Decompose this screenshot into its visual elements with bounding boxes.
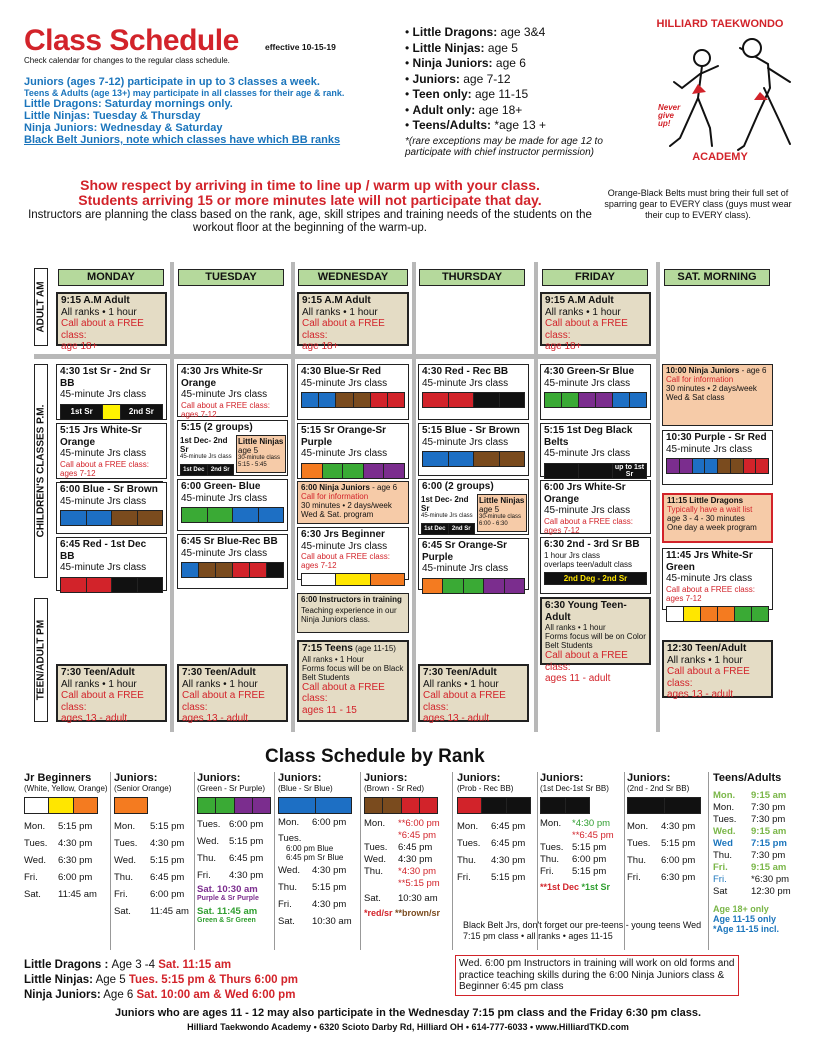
- class-wednesday-teens[interactable]: 7:15 Teens (age 11-15) All ranks • 1 Hour Forms focus will be on Black Belt Students Call about a FREE class: ages 11 - 15: [297, 640, 409, 722]
- belt-swatch: 1st Dec 2nd Sr: [421, 523, 475, 535]
- intro-line: Juniors (ages 7-12) participate in up to 3 classes a week.: [24, 76, 320, 88]
- rank-schedule-title: Class Schedule by Rank: [265, 746, 485, 767]
- belt-swatch: [540, 797, 590, 814]
- age-list: [405, 25, 645, 158]
- day-header-wednesday: WEDNESDAY: [298, 269, 408, 286]
- divider: [412, 262, 416, 732]
- belt-swatch: [197, 797, 271, 814]
- age-item: • Little Ninjas: age 5: [405, 40, 518, 55]
- belt-swatch: [422, 578, 525, 594]
- little-dragons-line: Little Dragons : Age 3 -4 Sat. 11:15 am: [24, 959, 232, 971]
- divider: [291, 262, 295, 732]
- rank-col-green-purple: Juniors: (Green - Sr Purple) Tues. 6:00 pm Wed. 5:15 pm Thu. 6:45 pm Fri. 4:30 pm Sat. 10:30 am Purple & Sr Purple Sat. 11:45 am Green & Sr Green: [197, 772, 277, 924]
- rank-col-prob-rec: Juniors: (Prob - Rec BB) Mon. 6:45 pm Tues. 6:45 pm Thu. 4:30 pm Fri. 5:15 pm: [457, 772, 537, 886]
- academy-logo: [640, 18, 800, 168]
- juniors-age-note: Juniors who are ages 11 - 12 may also participate in the Wednesday 7:15 pm class and the Friday 6:30 pm class.: [114, 1007, 702, 1019]
- class-monday-600[interactable]: 6:00 Blue - Sr Brown 45-minute Jrs class: [56, 482, 167, 534]
- belt-swatch: [181, 507, 284, 523]
- side-label-children: CHILDREN'S CLASSES P.M.: [34, 364, 48, 578]
- belt-swatch: [24, 797, 98, 814]
- class-wednesday-ninja[interactable]: 6:00 Ninja Juniors - age 6 Call for information 30 minutes • 2 days/week Wed & Sat. program: [297, 481, 409, 524]
- class-tuesday-515[interactable]: 5:15 (2 groups) 1st Dec- 2nd Sr 45-minute Jrs class 1st Dec 2nd Sr Little Ninjas age 5 30-minute class 5:15 - 5:45: [177, 420, 288, 476]
- logo-slogan: Never give up!: [658, 103, 681, 128]
- age-item: • Juniors: age 7-12: [405, 71, 511, 86]
- intro-line: Little Ninjas: Tuesday & Thursday: [24, 110, 201, 122]
- age-item: • Teens/Adults: *age 13 +: [405, 118, 547, 132]
- day-header-saturday: SAT. MORNING: [664, 269, 770, 286]
- rank-col-2nd-bb: Juniors: (2nd - 2nd Sr BB) Mon. 4:30 pm Tues. 5:15 pm Thu. 6:00 pm Fri. 6:30 pm: [627, 772, 707, 886]
- rank-col-teens-adults: Teens/Adults Mon. 9:15 am Mon. 7:30 pm Tues. 7:30 pm Wed. 9:15 am Wed 7:15 pm Thu. 7:30 pm Fri. 9:15 am Fri. *6:30 pm Sat 12:30 pm Age 18+ only Age 11-15 only *Age 11-15 incl.: [713, 772, 791, 934]
- class-wednesday-am[interactable]: 9:15 A.M Adult All ranks • 1 hour Call about a FREE class: age 18+: [297, 292, 409, 346]
- page-title: Class Schedule: [24, 24, 239, 57]
- class-saturday-1145[interactable]: 11:45 Jrs White-Sr Green 45-minute Jrs class Call about a FREE class: ages 7-12: [662, 548, 773, 610]
- sparring-gear-note: Orange-Black Belts must bring their full set of sparring gear to EVERY class (guys must wear their cup to EVERY class).: [604, 188, 792, 220]
- class-wednesday-515[interactable]: 5:15 Sr Orange-Sr Purple 45-minute Jrs class: [297, 423, 409, 479]
- day-header-friday: FRIDAY: [542, 269, 648, 286]
- intro-line: Little Dragons: Saturday mornings only.: [24, 98, 233, 110]
- belt-swatch: [364, 797, 438, 814]
- class-wednesday-630[interactable]: 6:30 Jrs Beginner 45-minute Jrs class Call about a FREE class: ages 7-12: [297, 527, 409, 580]
- intro-line: Ninja Juniors: Wednesday & Saturday: [24, 122, 223, 134]
- little-programs: [24, 958, 298, 1003]
- intro-notes: [24, 76, 384, 146]
- class-tuesday-430[interactable]: 4:30 Jrs White-Sr Orange 45-minute Jrs class Call about a FREE class: ages 7-12: [177, 364, 288, 417]
- belt-swatch: up to 1st Sr: [544, 463, 647, 479]
- black-belt-juniors-note: Black Belt Jrs, don't forget our pre-teens - young teens Wed 7:15 pm class • all ranks • ages 11-15: [463, 920, 702, 941]
- belt-swatch: [301, 463, 405, 479]
- class-friday-515[interactable]: 5:15 1st Deg Black Belts 45-minute Jrs class up to 1st Sr: [540, 423, 651, 477]
- class-monday-am[interactable]: 9:15 A.M Adult All ranks • 1 hour Call about a FREE class: age 18+: [56, 292, 167, 346]
- belt-swatch: [301, 392, 405, 408]
- class-friday-600[interactable]: 6:00 Jrs White-Sr Orange 45-minute Jrs class Call about a FREE class: ages 7-12: [540, 480, 651, 534]
- belt-swatch: [666, 458, 769, 474]
- calendar-note: Check calendar for changes to the regular class schedule.: [24, 56, 230, 65]
- rank-col-senior-orange: Juniors: (Senior Orange) Mon. 5:15 pm Tues. 4:30 pm Wed. 5:15 pm Thu. 6:45 pm Fri. 6:00 pm Sat. 11:45 am: [114, 772, 189, 917]
- divider: [656, 262, 660, 732]
- divider: [170, 262, 174, 732]
- class-thursday-teen[interactable]: 7:30 Teen/Adult All ranks • 1 hour Call about a FREE class: ages 13 - adult: [418, 664, 529, 722]
- kicker-icon: [640, 18, 800, 168]
- class-friday-young-teen[interactable]: 6:30 Young Teen-Adult All ranks • 1 hour Forms focus will be on Color Belt Students Call about a FREE class: ages 11 - adult: [540, 597, 651, 665]
- ninja-juniors-line: Ninja Juniors: Age 6 Sat. 10:00 am & Wed 6:00 pm: [24, 989, 296, 1001]
- belt-swatch: [422, 392, 525, 408]
- day-header-thursday: THURSDAY: [419, 269, 525, 286]
- class-saturday-teen[interactable]: 12:30 Teen/Adult All ranks • 1 hour Call about a FREE class: ages 13 - adult: [662, 640, 773, 698]
- class-monday-645[interactable]: 6:45 Red - 1st Dec BB 45-minute Jrs class: [56, 537, 167, 591]
- belt-swatch: [457, 797, 531, 814]
- effective-date: effective 10-15-19: [265, 42, 336, 52]
- logo-top-text: HILLIARD TAEKWONDO: [656, 18, 784, 30]
- belt-swatch: 1st Sr 2nd Sr: [60, 404, 163, 420]
- class-wednesday-instructors[interactable]: 6:00 Instructors in training Teaching experience in our Ninja Juniors class.: [297, 593, 409, 633]
- divider: [534, 262, 538, 732]
- divider: [34, 354, 660, 359]
- side-label-adult-am: ADULT AM: [34, 268, 48, 346]
- belt-swatch: [181, 562, 284, 578]
- belt-swatch: [301, 573, 405, 586]
- age-item: • Adult only: age 18+: [405, 102, 523, 117]
- respect-line: Students arriving 15 or more minutes late will not participate that day.: [78, 192, 542, 208]
- little-ninjas-box: Little Ninjas age 5 30-minute class 6:00 - 6:30: [477, 494, 527, 532]
- class-saturday-little-dragons[interactable]: 11:15 Little Dragons Typically have a wait list age 3 - 4 - 30 minutes One day a week program: [662, 493, 773, 543]
- day-header-monday: MONDAY: [58, 269, 164, 286]
- class-tuesday-teen[interactable]: 7:30 Teen/Adult All ranks • 1 hour Call about a FREE class: ages 13 - adult: [177, 664, 288, 722]
- belt-swatch: 1st Dec 2nd Sr: [180, 464, 234, 476]
- class-thursday-600[interactable]: 6:00 (2 groups) 1st Dec- 2nd Sr 45-minute Jrs class 1st Dec 2nd Sr Little Ninjas age 5 30-minute class 6:00 - 6:30: [418, 479, 529, 535]
- class-monday-teen[interactable]: 7:30 Teen/Adult All ranks • 1 hour Call about a FREE class: ages 13 - adult: [56, 664, 167, 722]
- belt-swatch: [627, 797, 701, 814]
- belt-swatch: [60, 577, 163, 593]
- intro-line: Teens & Adults (age 13+) may participate in all classes for their age & rank.: [24, 88, 345, 98]
- class-tuesday-600[interactable]: 6:00 Green- Blue 45-minute Jrs class: [177, 479, 288, 531]
- logo-bottom-text: ACADEMY: [692, 151, 748, 163]
- class-thursday-515[interactable]: 5:15 Blue - Sr Brown 45-minute Jrs class: [418, 423, 529, 476]
- belt-swatch: 2nd Deg - 2nd Sr: [544, 572, 647, 585]
- instructors-note: Instructors are planning the class based on the rank, age, skill stripes and training needs of the students on the workout floor at the beginning of the warm-up.: [28, 209, 592, 234]
- day-header-tuesday: TUESDAY: [178, 269, 284, 286]
- rank-col-1st-dec: Juniors: (1st Dec-1st Sr BB) Mon. *4:30 pm **6:45 pm Tues. 5:15 pm Thu. 6:00 pm Fri. 5:15 pm **1st Dec *1st Sr: [540, 772, 614, 892]
- age-item: • Ninja Juniors: age 6: [405, 56, 526, 70]
- side-label-teen: TEEN/ADULT PM: [34, 598, 48, 722]
- class-monday-430[interactable]: 4:30 1st Sr - 2nd Sr BB 45-minute Jrs class 1st Sr 2nd Sr: [56, 364, 167, 420]
- class-friday-630[interactable]: 6:30 2nd - 3rd Sr BB 1 hour Jrs class overlaps teen/adult class 2nd Deg - 2nd Sr: [540, 537, 651, 594]
- little-ninjas-line: Little Ninjas: Age 5 Tues. 5:15 pm & Thurs 6:00 pm: [24, 974, 298, 986]
- respect-notice: [20, 178, 600, 208]
- belt-swatch: [114, 797, 148, 814]
- rank-col-blue: Juniors: (Blue - Sr Blue) Mon. 6:00 pm Tues. 6:00 pm Blue 6:45 pm Sr Blue Wed. 4:30 pm Thu. 5:15 pm Fri. 4:30 pm Sat. 10:30 am: [278, 772, 352, 927]
- footer-contact: Hilliard Taekwondo Academy • 6320 Scioto Darby Rd, Hilliard OH • 614-777-6033 • www.HilliardTKD.com: [187, 1022, 629, 1032]
- class-friday-430[interactable]: 4:30 Green-Sr Blue 45-minute Jrs class: [540, 364, 651, 420]
- class-tuesday-645[interactable]: 6:45 Sr Blue-Rec BB 45-minute Jrs class: [177, 534, 288, 589]
- little-ninjas-box: Little Ninjas age 5 30-minute class 5:15 - 5:45: [236, 435, 286, 473]
- class-thursday-645[interactable]: 6:45 Sr Orange-Sr Purple 45-minute Jrs class: [418, 538, 529, 590]
- class-wednesday-430[interactable]: 4:30 Blue-Sr Red 45-minute Jrs class: [297, 364, 409, 420]
- belt-swatch: [60, 510, 163, 526]
- belt-swatch: [278, 797, 352, 814]
- intro-line: Black Belt Juniors, note which classes have which BB ranks: [24, 134, 341, 146]
- rank-col-jr-beginners: Jr Beginners (White, Yellow, Orange) Mon. 5:15 pm Tues. 4:30 pm Wed. 6:30 pm Fri. 6:00 pm Sat. 11:45 am: [24, 772, 108, 900]
- class-thursday-430[interactable]: 4:30 Red - Rec BB 45-minute Jrs class: [418, 364, 529, 420]
- rank-col-brown-red: Juniors: (Brown - Sr Red) Mon. **6:00 pm *6:45 pm Tues. 6:45 pm Wed. 4:30 pm Thu. *4:30 pm **5:15 pm Sat. 10:30 am *red/sr **brown/sr: [364, 772, 441, 918]
- age-item: • Teen only: age 11-15: [405, 87, 529, 101]
- class-monday-515[interactable]: 5:15 Jrs White-Sr Orange 45-minute Jrs class Call about a FREE class: ages 7-12: [56, 423, 167, 479]
- respect-line: Show respect by arriving in time to line up / warm up with your class.: [80, 177, 540, 193]
- instructors-training-note: Wed. 6:00 pm Instructors in training will work on old forms and practice teaching skills during the 6:00 Ninja Juniors class & Beginner 6:45 pm class: [455, 955, 739, 996]
- belt-swatch: [422, 451, 525, 467]
- belt-swatch: [544, 392, 647, 408]
- class-saturday-1030[interactable]: 10:30 Purple - Sr Red 45-minute Jrs class: [662, 430, 773, 485]
- age-item: • Little Dragons: age 3&4: [405, 25, 546, 39]
- age-note: *(rare exceptions may be made for age 12 to participate with chief instructor permission): [405, 135, 603, 158]
- class-friday-am[interactable]: 9:15 A.M Adult All ranks • 1 hour Call about a FREE class: age 18+: [540, 292, 651, 346]
- class-saturday-1000[interactable]: 10:00 Ninja Juniors - age 6 Call for information 30 minutes • 2 days/week Wed & Sat class: [662, 364, 773, 426]
- belt-swatch: [666, 606, 769, 622]
